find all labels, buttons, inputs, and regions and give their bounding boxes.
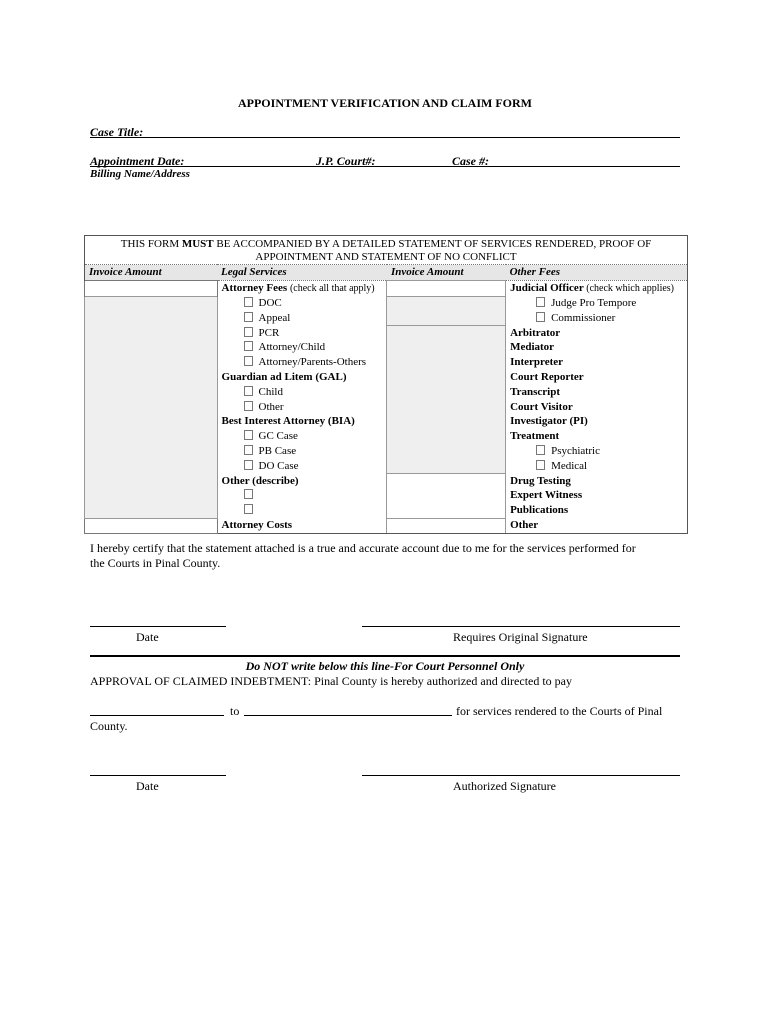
checkbox-attorney-child[interactable] xyxy=(244,341,253,351)
checkbox-other-gal[interactable] xyxy=(244,401,253,411)
fee-interpreter: Interpreter xyxy=(506,355,688,370)
approval-text: APPROVAL OF CLAIMED INDEBTMENT: Pinal County is hereby authorized and directed to pay xyxy=(90,674,573,688)
legal-attorney-fees: Attorney Fees (check all that apply) xyxy=(221,281,375,294)
approval-date-line[interactable] xyxy=(90,775,226,776)
case-title-label: Case Title: xyxy=(90,125,144,139)
invoice-amount-cell-2[interactable] xyxy=(387,280,506,296)
services-table: THIS FORM MUST BE ACCOMPANIED BY A DETAILED STATEMENT OF SERVICES RENDERED, PROOF OF APPOINTMENT AND STATEMENT OF NO CONFLICT Invoice Amount Legal Services Invoice Amount Other Fees Attorney Fees (check all that apply) Judicial Officer (check which applies) DOC Judge Pro Tempore Appeal Commissioner PCR Arbitrator Attorney/Child Mediator Attorney/Parents-Others Interpreter Guardian ad Litem (GAL) Court Reporter Child Transcript Other Court Visitor Best Interest Attorney (BIA) Investigator (PI) GC Case Treatment PB Case Psychiatric DO Case Medical Other (describe) Drug Testing Expert Witness Publications Attorney Costs Other xyxy=(84,235,688,534)
fee-court-reporter: Court Reporter xyxy=(506,370,688,385)
checkbox-child[interactable] xyxy=(244,386,253,396)
case-number-label: Case #: xyxy=(452,154,489,168)
column-headers xyxy=(85,265,688,281)
fee-publications: Publications xyxy=(506,503,688,518)
fee-court-visitor: Court Visitor xyxy=(506,400,688,415)
fee-other: Other xyxy=(506,518,688,534)
date-signature-line[interactable] xyxy=(90,626,226,627)
invoice-amount-cell-4[interactable] xyxy=(85,518,218,534)
invoice-amount-cell-5[interactable] xyxy=(387,518,506,534)
checkbox-medical[interactable] xyxy=(536,460,545,470)
authorized-signature-line[interactable] xyxy=(362,775,680,776)
checkbox-pcr[interactable] xyxy=(244,327,253,337)
form-title: APPOINTMENT VERIFICATION AND CLAIM FORM xyxy=(237,96,532,110)
jp-court-label: J.P. Court#: xyxy=(316,154,376,168)
billing-label: Billing Name/Address xyxy=(90,168,190,180)
certify-line-2: the Courts in Pinal County. xyxy=(90,556,221,570)
certify-line-1: I hereby certify that the statement attached is a true and accurate account due to me for the services performed for xyxy=(90,541,636,555)
appointment-row-field[interactable] xyxy=(90,166,680,167)
fee-treatment: Treatment xyxy=(506,429,688,444)
amount-line[interactable] xyxy=(244,715,452,716)
original-signature-line[interactable] xyxy=(362,626,680,627)
legal-gal: Guardian ad Litem (GAL) xyxy=(221,371,347,384)
county-text: County. xyxy=(90,719,128,733)
fee-transcript: Transcript xyxy=(506,385,688,400)
checkbox-other-describe-2[interactable] xyxy=(244,504,253,514)
header-legal-services: Legal Services xyxy=(217,265,387,281)
legal-other-describe: Other (describe) xyxy=(221,474,299,487)
invoice-amount-block[interactable] xyxy=(85,296,218,518)
invoice-amount-cell-3[interactable] xyxy=(387,474,506,518)
checkbox-attorney-parents[interactable] xyxy=(244,356,253,366)
legal-bia: Best Interest Attorney (BIA) xyxy=(221,415,355,428)
payee-line[interactable] xyxy=(90,715,224,716)
fee-expert-witness: Expert Witness xyxy=(506,488,688,503)
form-notice: THIS FORM MUST BE ACCOMPANIED BY A DETAILED STATEMENT OF SERVICES RENDERED, PROOF OF APPOINTMENT AND STATEMENT OF NO CONFLICT xyxy=(85,236,688,265)
header-invoice-amount: Invoice Amount xyxy=(85,265,218,281)
fee-mediator: Mediator xyxy=(506,340,688,355)
header-other-fees: Other Fees xyxy=(506,265,688,281)
header-invoice-amount-2: Invoice Amount xyxy=(387,265,506,281)
checkbox-do-case[interactable] xyxy=(244,460,253,470)
checkbox-doc[interactable] xyxy=(244,297,253,307)
services-text: for services rendered to the Courts of Pinal xyxy=(456,704,663,718)
fee-investigator: Investigator (PI) xyxy=(506,414,688,429)
legal-attorney-costs: Attorney Costs xyxy=(217,518,387,534)
fee-arbitrator: Arbitrator xyxy=(506,326,688,341)
checkbox-pb-case[interactable] xyxy=(244,445,253,455)
original-signature-label: Requires Original Signature xyxy=(453,630,588,644)
invoice-amount-block-3[interactable] xyxy=(387,326,506,474)
checkbox-gc-case[interactable] xyxy=(244,430,253,440)
checkbox-appeal[interactable] xyxy=(244,312,253,322)
checkbox-psychiatric[interactable] xyxy=(536,445,545,455)
fee-drug-testing: Drug Testing xyxy=(506,474,688,489)
appointment-date-label: Appointment Date: xyxy=(90,154,185,168)
checkbox-other-describe-1[interactable] xyxy=(244,489,253,499)
court-divider xyxy=(90,655,680,657)
fee-judicial-officer: Judicial Officer (check which applies) xyxy=(506,280,688,296)
invoice-amount-cell[interactable] xyxy=(85,280,218,296)
checkbox-judge-pro-tempore[interactable] xyxy=(536,297,545,307)
approval-date-label: Date xyxy=(136,779,159,793)
case-title-field[interactable] xyxy=(90,137,680,138)
authorized-signature-label: Authorized Signature xyxy=(453,779,556,793)
court-only-notice: Do NOT write below this line-For Court Personnel Only xyxy=(245,659,525,673)
checkbox-commissioner[interactable] xyxy=(536,312,545,322)
to-label: to xyxy=(230,704,240,718)
invoice-amount-block-2[interactable] xyxy=(387,296,506,326)
date-label: Date xyxy=(136,630,159,644)
